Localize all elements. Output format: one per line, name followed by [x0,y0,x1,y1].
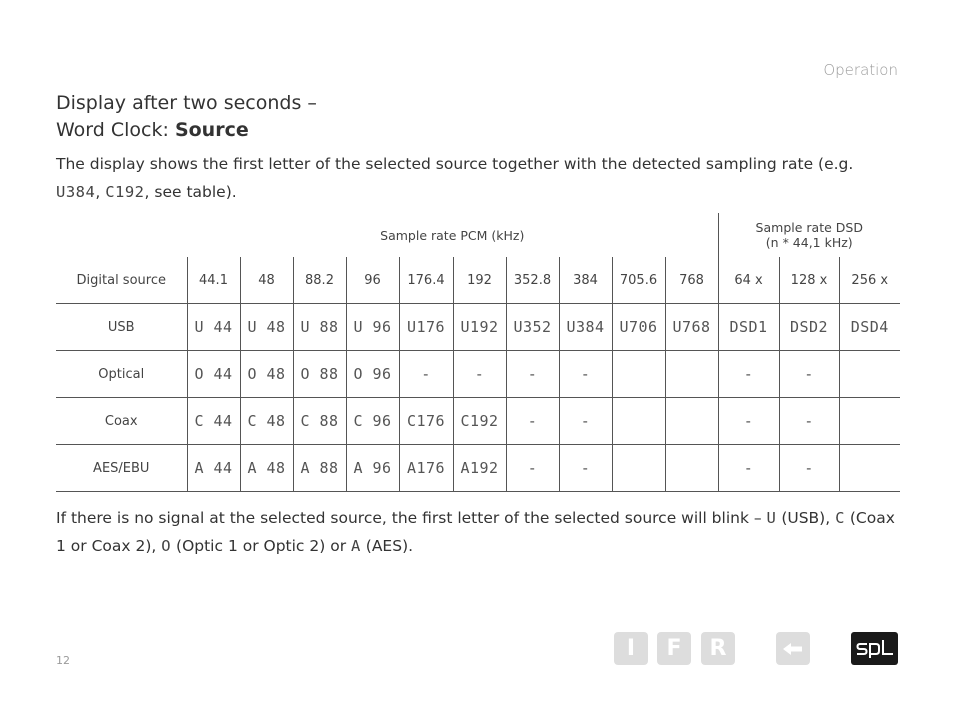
table-header-row [56,257,900,304]
title-bold: Source [174,119,249,141]
table-cell: - [779,445,839,492]
column-header: 705.6 [612,257,665,304]
table-cell: - [506,445,559,492]
intro-text-3: , see table). [144,183,237,201]
table-cell: O 88 [293,351,346,398]
nav-button-r[interactable] [701,632,735,665]
table-cell: - [559,351,612,398]
title-prefix: Word Clock: [56,119,175,141]
table-row [56,398,900,445]
column-header: 44.1 [187,257,240,304]
row-source: Coax [56,398,187,445]
table-cell: - [718,445,779,492]
table-cell: - [779,398,839,445]
table-cell [839,445,900,492]
table-cell: - [559,445,612,492]
page-title [56,90,317,144]
source-header: Digital source [56,257,187,304]
column-header: 768 [665,257,718,304]
table-cell: A192 [453,445,506,492]
column-header: 384 [559,257,612,304]
table-cell: U176 [399,304,453,351]
spl-logo-icon [856,639,894,659]
table-cell [612,445,665,492]
intro-text-2: , [95,183,106,201]
table-cell: - [506,351,559,398]
page-number: 12 [56,654,70,667]
table-cell: - [718,351,779,398]
table-cell [839,351,900,398]
table-cell: U384 [559,304,612,351]
table-cell: C 88 [293,398,346,445]
table-row [56,351,900,398]
table-cell: O 48 [240,351,293,398]
table-cell: C 48 [240,398,293,445]
row-source: USB [56,304,187,351]
row-source: Optical [56,351,187,398]
back-button[interactable] [776,632,810,665]
spl-logo[interactable] [851,632,898,665]
back-arrow-icon [782,641,804,657]
table-cell: A176 [399,445,453,492]
table-cell [839,398,900,445]
column-header: 64 x [718,257,779,304]
intro-code-1: U384 [56,183,96,201]
table-cell: - [718,398,779,445]
table-cell: U192 [453,304,506,351]
row-source: AES/EBU [56,445,187,492]
table-cell: U 88 [293,304,346,351]
table-row [56,445,900,492]
table-cell: U352 [506,304,559,351]
outro-paragraph [56,504,906,560]
outro-text-5: (AES). [360,537,414,555]
pcm-header: Sample rate PCM (kHz) [380,227,525,243]
table-cell [665,351,718,398]
table-cell: A 88 [293,445,346,492]
table-cell: - [559,398,612,445]
dsd-header-line-1: Sample rate DSD [755,220,863,235]
dsd-header-line-2: (n * 44,1 kHz) [765,235,853,250]
outro-text-2: (USB), [776,509,836,527]
intro-paragraph [56,150,901,206]
section-label: Operation [823,61,898,79]
column-header: 88.2 [293,257,346,304]
title-line-1: Display after two seconds – [56,92,317,114]
column-header: 48 [240,257,293,304]
intro-text-1: The display shows the first letter of the selected source together with the detected sampling rate (e.g. [56,155,854,173]
table-cell: O 96 [346,351,399,398]
dsd-header [718,213,900,257]
outro-text-1: If there is no signal at the selected source, the first letter of the selected source will blink – [56,509,767,527]
column-header: 352.8 [506,257,559,304]
title-line-2 [56,117,317,144]
table-cell: A 44 [187,445,240,492]
table-cell: C176 [399,398,453,445]
table-cell [665,398,718,445]
table-cell: DSD2 [779,304,839,351]
table-header-group-row [56,213,900,257]
table-cell: C 44 [187,398,240,445]
column-header: 176.4 [399,257,453,304]
intro-code-2: C192 [105,183,145,201]
outro-text-3: (Coax 1 or Coax 2), [56,509,895,555]
table-cell: U 48 [240,304,293,351]
column-header: 128 x [779,257,839,304]
table-cell: U706 [612,304,665,351]
column-header: 96 [346,257,399,304]
table-cell: U768 [665,304,718,351]
table-cell: O 44 [187,351,240,398]
table-cell: DSD1 [718,304,779,351]
table-cell: - [779,351,839,398]
nav-label-r: R [709,636,727,661]
outro-text-4: (Optic 1 or Optic 2) or [171,537,352,555]
nav-label-index: I [626,636,636,661]
table-cell: C192 [453,398,506,445]
table-cell [665,445,718,492]
table-cell: - [453,351,506,398]
table-cell: A 96 [346,445,399,492]
table-cell: U 96 [346,304,399,351]
table-cell [612,351,665,398]
nav-label-features: F [666,636,682,661]
table-cell: DSD4 [839,304,900,351]
table-cell: A 48 [240,445,293,492]
sample-rate-table [56,213,900,492]
table-cell [612,398,665,445]
nav-button-features[interactable] [657,632,691,665]
table-cell: C 96 [346,398,399,445]
table-cell: - [399,351,453,398]
outro-code-aes: A [351,537,361,555]
table-cell: - [506,398,559,445]
column-header: 256 x [839,257,900,304]
column-header: 192 [453,257,506,304]
table-cell: U 44 [187,304,240,351]
outro-code-coax: C [835,509,845,527]
nav-button-index[interactable] [614,632,648,665]
outro-code-usb: U [766,509,777,527]
table-row [56,304,900,351]
outro-code-optical: O [161,537,172,555]
